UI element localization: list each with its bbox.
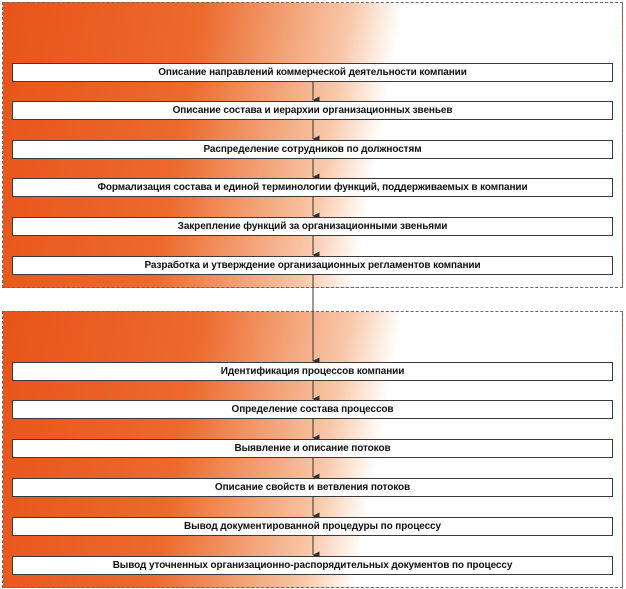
step-refined-documents-output: Вывод уточненных организационно-распорядительных документов по процессу bbox=[12, 556, 613, 575]
step-function-assignment-to-units: Закрепление функций за организационными звеньями bbox=[12, 217, 613, 236]
step-documented-procedure-output: Вывод документированной процедуры по процессу bbox=[12, 517, 613, 536]
step-org-units-hierarchy-description: Описание состава и иерархии организационных звеньев bbox=[12, 101, 613, 120]
step-process-composition: Определение состава процессов bbox=[12, 400, 613, 419]
step-flow-properties-branching: Описание свойств и ветвления потоков bbox=[12, 478, 613, 497]
step-flow-identification: Выявление и описание потоков bbox=[12, 439, 613, 458]
step-staff-position-assignment: Распределение сотрудников по должностям bbox=[12, 140, 613, 159]
step-function-terminology-formalization: Формализация состава и единой терминологии функций, поддерживаемых в компании bbox=[12, 178, 613, 197]
step-commercial-activity-description: Описание направлений коммерческой деятельности компании bbox=[12, 63, 613, 82]
step-process-identification: Идентификация процессов компании bbox=[12, 362, 613, 381]
step-org-regulations-development: Разработка и утверждение организационных регламентов компании bbox=[12, 256, 613, 275]
